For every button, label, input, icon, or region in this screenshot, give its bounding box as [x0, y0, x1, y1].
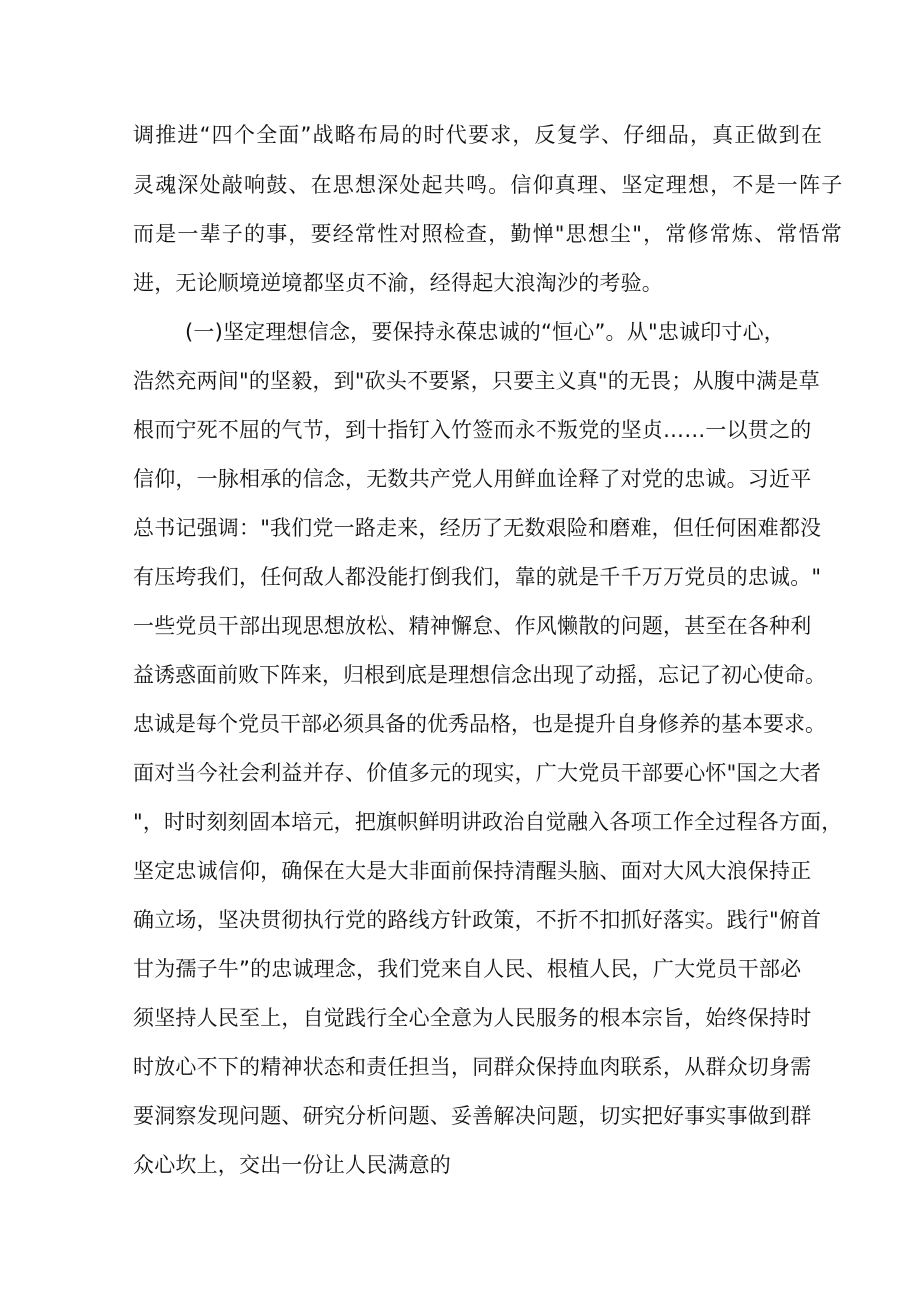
- paragraph-2-line-7: 一些党员干部出现思想放松、精神懈怠、作风懒散的问题，甚至在各种利: [133, 614, 812, 638]
- paragraph-2-line-4: 信仰，一脉相承的信念，无数共产党人用鲜血诠释了对党的忠诚。习近平: [133, 467, 812, 491]
- paragraph-2-line-14: 甘为孺子牛”的忠诚理念，我们党来自人民、根植人民，广大党员干部必: [133, 957, 802, 981]
- paragraph-2-line-16: 时放心不下的精神状态和责任担当，同群众保持血肉联系，从群众切身需: [133, 1055, 812, 1079]
- paragraph-2-line-9: 忠诚是每个党员干部必须具备的优秀品格，也是提升自身修养的基本要求。: [133, 712, 826, 736]
- paragraph-2-line-5: 总书记强调："我们党一路走来，经历了无数艰险和磨难，但任何困难都没: [133, 516, 822, 540]
- paragraph-2-line-13: 确立场，坚决贯彻执行党的路线方针政策，不折不扣抓好落实。践行"俯首: [133, 908, 822, 932]
- paragraph-2-line-2: 浩然充两间"的坚毅，到"砍头不要紧，只要主义真"的无畏；从腹中满是草: [133, 369, 820, 393]
- paragraph-2-line-12: 坚定忠诚信仰，确保在大是大非面前保持清醒头脑、面对大风大浪保持正: [133, 859, 812, 883]
- paragraph-2-line-1: (一)坚定理想信念，要保持永葆忠诚的“恒心”。从"忠诚印寸心，: [185, 320, 786, 344]
- paragraph-2-line-8: 益诱惑面前败下阵来，归根到底是理想信念出现了动摇，忘记了初心使命。: [133, 663, 826, 687]
- paragraph-2-line-6: 有压垮我们，任何敌人都没能打倒我们，靠的就是千千万万党员的忠诚。": [133, 565, 822, 589]
- paragraph-1-line-3: 而是一辈子的事，要经常性对照检查，勤惮"思想尘"，常修常炼、常悟常: [133, 222, 843, 246]
- paragraph-1-line-2: 灵魂深处敲响鼓、在思想深处起共鸣。信仰真理、坚定理想，不是一阵子: [133, 173, 844, 197]
- paragraph-2-line-15: 须坚持人民至上，自觉践行全心全意为人民服务的根本宗旨，始终保持时: [133, 1006, 812, 1030]
- paragraph-2-line-3: 根而宁死不屈的气节，到十指钉入竹签而永不叛党的坚贞……一以贯之的: [133, 418, 812, 442]
- paragraph-2-line-17: 要洞察发现问题、研究分析问题、妥善解决问题，切实把好事实事做到群: [133, 1104, 812, 1128]
- paragraph-1-line-4: 进，无论顺境逆境都坚贞不渝，经得起大浪淘沙的考验。: [133, 271, 663, 295]
- paragraph-2-line-18: 众心坎上，交出一份让人民满意的: [133, 1153, 451, 1177]
- paragraph-2-line-11: "，时时刻刻固本培元，把旗帜鲜明讲政治自觉融入各项工作全过程各方面，: [133, 810, 843, 834]
- paragraph-2-line-10: 面对当今社会利益并存、价值多元的现实，广大党员干部要心怀"国之大者: [133, 761, 822, 785]
- paragraph-1-line-1: 调推进“四个全面”战略布局的时代要求，反复学、仔细品，真正做到在: [133, 123, 824, 147]
